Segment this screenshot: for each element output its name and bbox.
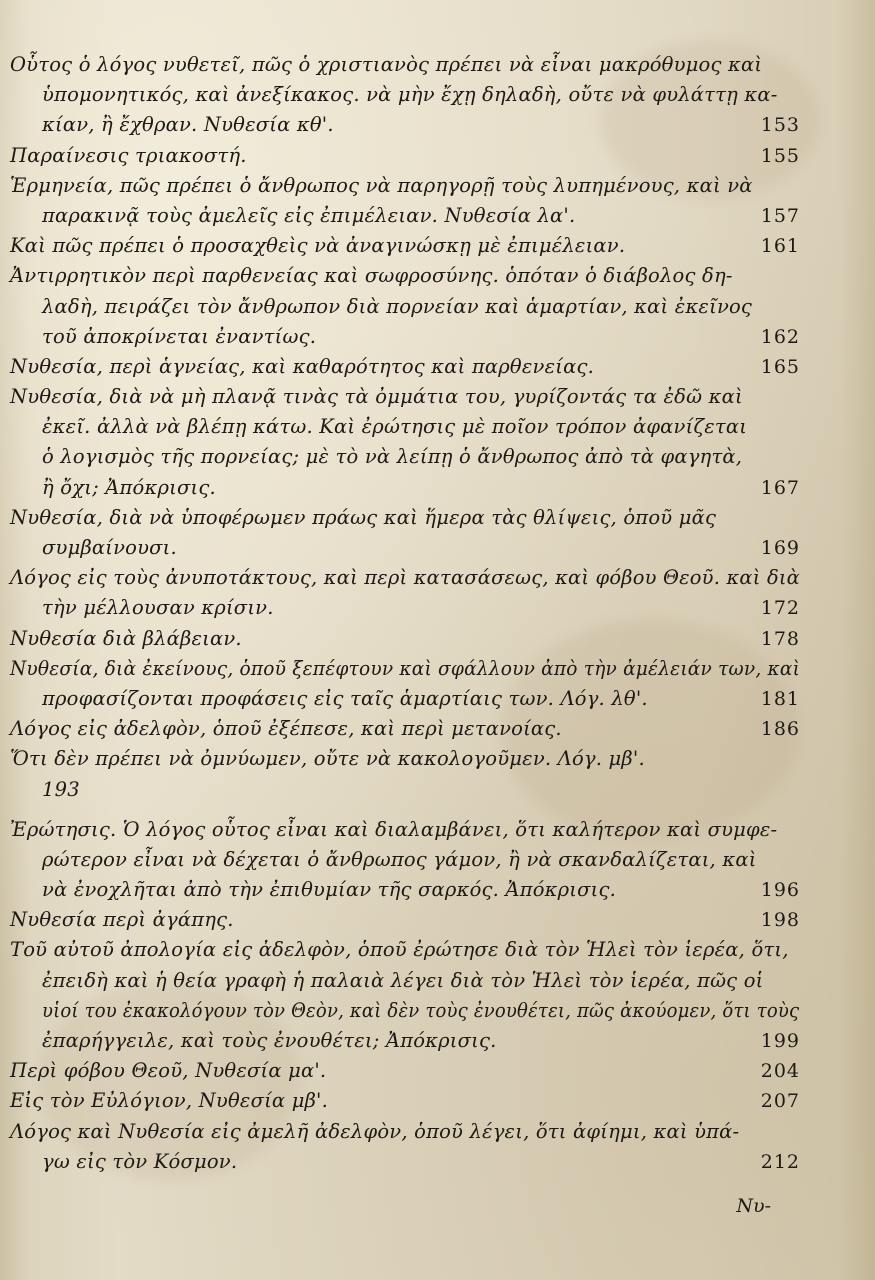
toc-line-text: Παραίνεσις τριακοστή. [10,143,247,167]
toc-page-number: 165 [760,355,800,378]
toc-line-text: Τοῦ αὐτοῦ ἀπολογία εἰς ἀδελφὸν, ὁποῦ ἐρώτησε διὰ τὸν Ἡλεὶ τὸν ἱερέα, ὅτι, [10,938,789,962]
toc-line [10,171,800,201]
toc-page-number: 172 [760,597,800,620]
toc-line-text: Ἑρμηνεία, πῶς πρέπει ὁ ἄνθρωπος νὰ παρηγορῇ τοὺς λυπημένους, καὶ νὰ [10,173,753,197]
toc-line [10,1147,800,1177]
toc-line [10,684,800,714]
toc-line-text: λαδὴ, πειράζει τὸν ἄνθρωπον διὰ πορνείαν καὶ ἁμαρτίαν, καὶ ἐκεῖνος [42,294,753,318]
toc-line-text: νὰ ἐνοχλῆται ἀπὸ τὴν ἐπιθυμίαν τῆς σαρκός. Ἀπόκρισις. [42,878,617,902]
toc-line [10,996,800,1026]
toc-line-text: γω εἰς τὸν Κόσμον. [42,1149,238,1173]
toc-line-text: Νυθεσία διὰ βλάβειαν. [10,626,242,650]
toc-line-text: Νυθεσία περὶ ἀγάπης. [10,908,234,932]
toc-line-text: Λόγος καὶ Νυθεσία εἰς ἀμελῆ ἀδελφὸν, ὁποῦ λέγει, ὅτι ἀφίημι, καὶ ὑπά- [10,1119,740,1143]
toc-line-text: συμβαίνουσι. [42,536,177,559]
toc-entry [10,654,800,714]
toc-line [10,1056,800,1086]
toc-page-number: 186 [760,718,800,741]
toc-line [10,503,800,533]
toc-line-text: προφασίζονται προφάσεις εἰς ταῖς ἁμαρτίαις των. Λόγ. λθ'. [42,686,648,710]
toc-line [10,905,800,935]
toc-entry [10,624,800,654]
toc-line [10,110,800,140]
toc-entry [10,563,800,623]
toc-line-text: Νυθεσία, διὰ νὰ μὴ πλανᾷ τινὰς τὰ ὀμμάτια του, γυρίζοντάς τα ἐδῶ καὶ [10,385,743,409]
toc-page-number: 155 [760,144,800,167]
toc-line [10,654,800,684]
toc-entry [10,905,800,935]
toc-page-number: 196 [760,879,800,902]
catchword: Νυ- [736,1195,771,1217]
toc-line [10,352,800,382]
toc-line-text: τὴν μέλλουσαν κρίσιν. [42,596,274,620]
toc-line [10,292,800,322]
toc-line [10,442,800,472]
toc-line [10,141,800,171]
toc-line [10,80,800,110]
toc-line [10,593,800,623]
toc-page-number: 204 [760,1060,800,1083]
toc-line-text: ἢ ὄχι; Ἀπόκρισις. [42,475,216,499]
toc-line [10,473,800,503]
toc-line-text: Νυθεσία, διὰ ἐκείνους, ὁποῦ ξεπέφτουν καὶ σφάλλουν ἀπὸ τὴν ἀμέλειάν των, καὶ [10,656,801,680]
toc-line-text: ἐπαρήγγειλε, καὶ τοὺς ἐνουθέτει; Ἀπόκρισις. [42,1029,497,1052]
toc-line-text: ὁ λογισμὸς τῆς πορνείας; μὲ τὸ νὰ λείπῃ ὁ ἄνθρωπος ἀπὸ τὰ φαγητὰ, [42,445,743,469]
toc-entry [10,171,800,231]
toc-line-text: Λόγος εἰς τοὺς ἀνυποτάκτους, καὶ περὶ κατασάσεως, καὶ φόβου Θεοῦ. καὶ διὰ [10,566,800,590]
toc-line [10,382,800,412]
toc-page-number: 212 [760,1150,800,1173]
toc-line [10,775,800,805]
toc-line [10,1026,800,1056]
toc-page-number: 207 [760,1090,800,1113]
toc-line-text: Ὅτι δὲν πρέπει νὰ ὀμνύωμεν, οὔτε νὰ κακολογοῦμεν. Λόγ. μβ'. [10,747,645,771]
toc-line [10,966,800,996]
toc-line [10,261,800,291]
toc-line-text: Οὗτος ὁ λόγος νυθετεῖ, πῶς ὁ χριστιανὸς πρέπει νὰ εἶναι μακρόθυμος καὶ [10,53,763,76]
toc-line [10,875,800,905]
toc-page-number: 157 [760,204,800,227]
toc-line-text: ἐπειδὴ καὶ ἡ θεία γραφὴ ἡ παλαιὰ λέγει διὰ τὸν Ἡλεὶ τὸν ἱερέα, πῶς οἱ [42,968,764,992]
toc-line-text: Περὶ φόβου Θεοῦ, Νυθεσία μα'. [10,1059,327,1083]
toc-entry [10,1056,800,1086]
toc-page-number: 199 [760,1030,800,1052]
toc-line [10,563,800,593]
toc-entry [10,815,800,906]
toc-line [10,845,800,875]
toc-line [10,533,800,563]
toc-page-number: 153 [760,114,800,137]
toc-page-number: 181 [760,687,800,710]
toc-line [10,50,800,80]
toc-entry [10,50,800,141]
toc-entry [10,1086,800,1116]
toc-page-number: 161 [760,235,800,258]
toc-entry [10,141,800,171]
toc-line-text: ρώτερον εἶναι νὰ δέχεται ὁ ἄνθρωπος γάμον, ἢ νὰ σκανδαλίζεται, καὶ [42,847,757,871]
toc-line-text: κίαν, ἢ ἔχθραν. Νυθεσία κθ'. [42,113,334,137]
toc-line-text: Καὶ πῶς πρέπει ὁ προσαχθεὶς νὰ ἀναγινώσκῃ μὲ ἐπιμέλειαν. [10,234,626,258]
toc-entry [10,714,800,744]
toc-entry [10,261,800,352]
toc-line [10,744,800,774]
toc-line-text: ἐκεῖ. ἀλλὰ νὰ βλέπῃ κάτω. Καὶ ἐρώτησις μὲ ποῖον τρόπον ἀφανίζεται [42,415,748,439]
toc-entry [10,935,800,1056]
toc-page-number: 178 [760,627,800,650]
toc-line-text: τοῦ ἀποκρίνεται ἐναντίως. [42,324,317,348]
toc-line [10,412,800,442]
toc-line-text: Εἰς τὸν Εὐλόγιον, Νυθεσία μβ'. [10,1089,329,1113]
toc-line [10,1086,800,1116]
toc-line [10,201,800,231]
toc-entry [10,1117,800,1177]
toc-line [10,624,800,654]
toc-entry [10,382,800,503]
toc-page-number: 167 [760,476,800,499]
toc-line [10,815,800,845]
toc-entry [10,503,800,563]
toc-line-text: ὑπομονητικός, καὶ ἀνεξίκακος. νὰ μὴν ἔχῃ δηλαδὴ, οὔτε νὰ φυλάττῃ κα- [42,83,778,107]
toc-entry [10,744,800,804]
toc-line-text: παρακινᾷ τοὺς ἀμελεῖς εἰς ἐπιμέλειαν. Νυθεσία λα'. [42,203,576,227]
toc-line-text: Ἐρώτησις. Ὁ λόγος οὗτος εἶναι καὶ διαλαμβάνει, ὅτι καλήτερον καὶ συμφε- [10,817,778,841]
toc-line-text: Νυθεσία, περὶ ἁγνείας, καὶ καθαρότητος καὶ παρθενείας. [10,354,594,378]
toc-line-text: Ἀντιρρητικὸν περὶ παρθενείας καὶ σωφροσύνης. ὁπόταν ὁ διάβολος δη- [10,264,733,288]
toc-entry [10,231,800,261]
toc-page-number: 198 [760,909,800,932]
toc-line-text: υἱοί του ἐκακολόγουν τὸν Θεὸν, καὶ δὲν τοὺς ἐνουθέτει, πῶς ἀκούομεν, ὅτι τοὺς [42,998,800,1022]
toc-page-number: 162 [760,325,800,348]
toc-line [10,935,800,965]
toc-entry [10,352,800,382]
toc-line-text: 193 [42,777,80,801]
table-of-contents [10,50,800,1177]
toc-line [10,231,800,261]
toc-line [10,1117,800,1147]
toc-line [10,322,800,352]
toc-line-text: Λόγος εἰς ἀδελφὸν, ὁποῦ ἐξέπεσε, καὶ περὶ μετανοίας. [10,717,562,741]
toc-line-text: Νυθεσία, διὰ νὰ ὑποφέρωμεν πράως καὶ ἥμερα τὰς θλίψεις, ὁποῦ μᾶς [10,505,717,529]
toc-line [10,714,800,744]
toc-page-number: 169 [760,537,800,559]
